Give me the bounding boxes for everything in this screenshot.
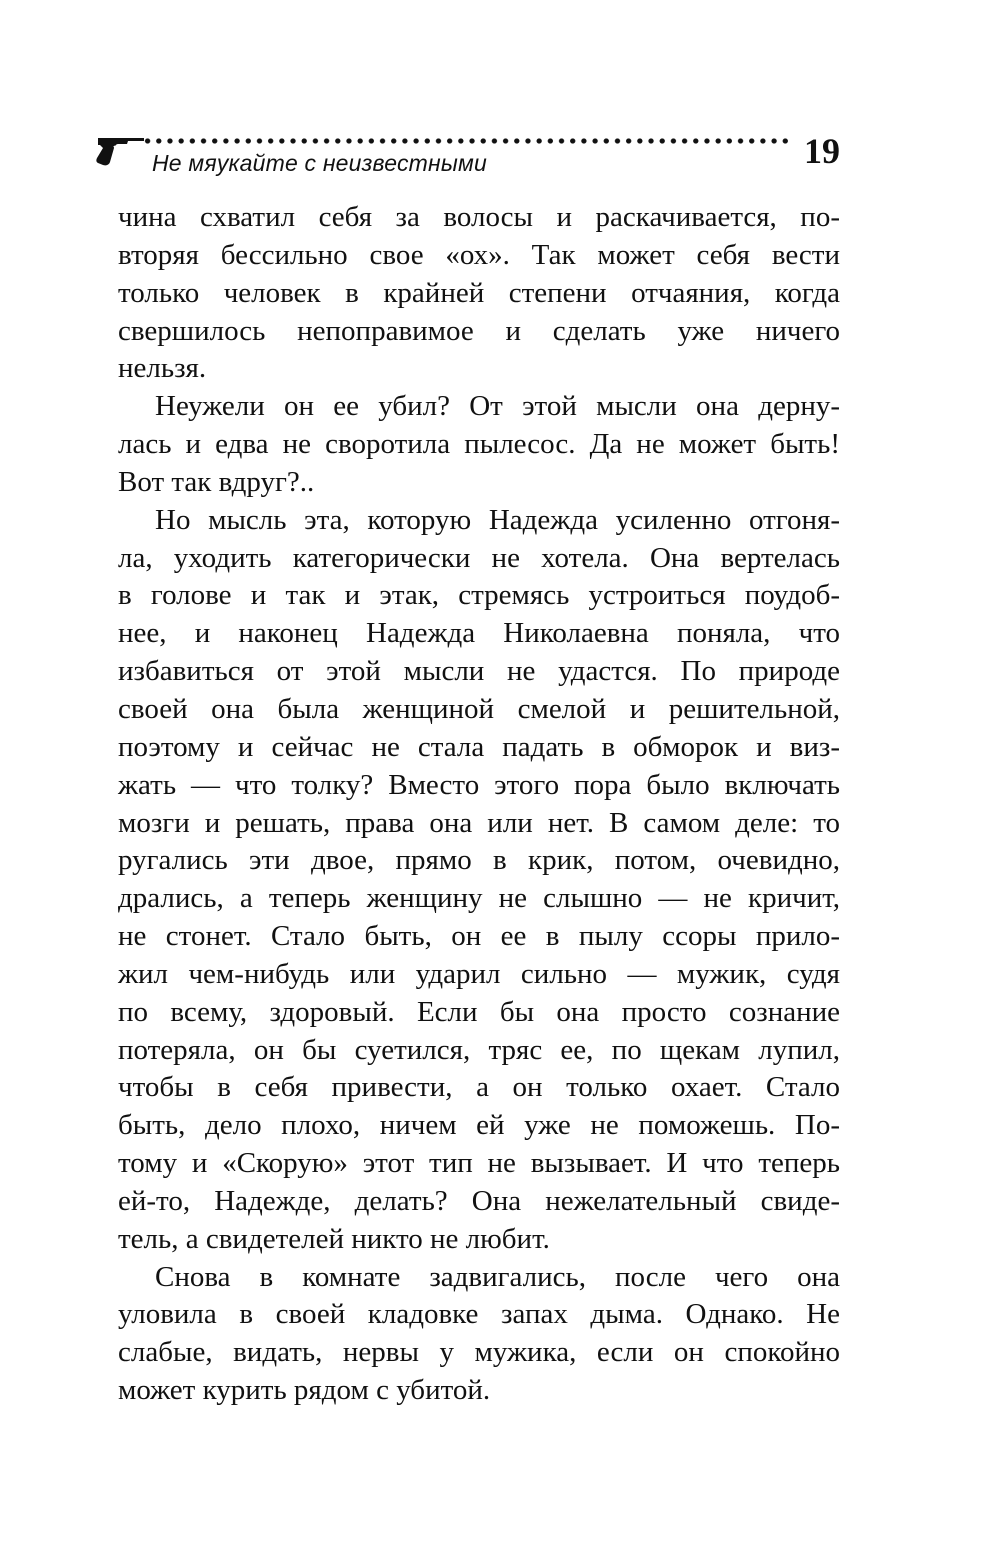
- paragraph-line: тому и «Скорую» этот тип не вызывает. И что теперь: [118, 1147, 840, 1180]
- paragraph-line: Неужели он ее убил? От этой мысли она дерну-: [155, 390, 840, 423]
- paragraph-line: быть, дело плохо, ничем ей уже не поможешь. По-: [118, 1109, 840, 1142]
- paragraph-line: Но мысль эта, которую Надежда усиленно отгоня-: [155, 503, 840, 536]
- page-header: [88, 128, 848, 188]
- paragraph-line: Снова в комнате задвигались, после чего она: [155, 1260, 840, 1293]
- paragraph-line: уловила в своей кладовке запах дыма. Однако. Не: [118, 1298, 840, 1331]
- paragraph-line: жать — что толку? Вместо этого пора было включать: [118, 768, 840, 801]
- paragraph-line: только человек в крайней степени отчаяния, когда: [118, 276, 840, 309]
- paragraph-line: нее, и наконец Надежда Николаевна поняла, что: [118, 617, 840, 650]
- paragraph-line: чина схватил себя за волосы и раскачивается, по-: [118, 201, 840, 233]
- text-body: [118, 199, 840, 1410]
- paragraph-line: лась и едва не своротила пылесос. Да не может быть!: [118, 428, 840, 461]
- paragraph-line: в голове и так и этак, стремясь устроиться поудоб-: [118, 579, 840, 612]
- paragraph-line: поэтому и сейчас не стала падать в обморок и виз-: [118, 730, 840, 763]
- paragraph-line: по всему, здоровый. Если бы она просто сознание: [118, 995, 840, 1028]
- running-title: Не мяукайте с неизвестными: [152, 150, 487, 176]
- dot-leader: [142, 138, 790, 144]
- paragraph-line: слабые, видать, нервы у мужика, если он спокойно: [118, 1336, 840, 1369]
- paragraph-line: мозги и решать, права она или нет. В самом деле: то: [118, 806, 840, 839]
- paragraph-line: своей она была женщиной смелой и решительной,: [118, 692, 840, 725]
- paragraph-line: избавиться от этой мысли не удастся. По природе: [118, 655, 840, 688]
- paragraph-line: потеряла, он бы суетился, тряс ее, по щекам лупил,: [118, 1033, 840, 1066]
- paragraph-line: Вот так вдруг?..: [118, 465, 315, 498]
- paragraph-line: может курить рядом с убитой.: [118, 1374, 491, 1407]
- paragraph-line: не стонет. Стало быть, он ее в пылу ссоры прило-: [118, 920, 840, 953]
- paragraph-line: ругались эти двое, прямо в крик, потом, очевидно,: [118, 844, 840, 877]
- paragraph-line: чтобы в себя привести, а он только охает. Стало: [118, 1071, 840, 1104]
- paragraph-line: жил чем-нибудь или ударил сильно — мужик, судя: [118, 957, 840, 990]
- paragraph-line: тель, а свидетелей никто не любит.: [118, 1222, 550, 1255]
- paragraph-line: свершилось непоправимое и сделать уже ничего: [118, 314, 840, 347]
- paragraph-line: ла, уходить категорически не хотела. Она вертелась: [118, 541, 840, 574]
- paragraph-line: ей-то, Надежде, делать? Она нежелательный свиде-: [118, 1184, 840, 1217]
- paragraph-line: вторяя бессильно свое «ох». Так может себя вести: [118, 238, 840, 271]
- paragraph-line: дрались, а теперь женщину не слышно — не кричит,: [118, 882, 840, 915]
- paragraph-line: нельзя.: [118, 352, 207, 385]
- page-number: 19: [804, 131, 840, 171]
